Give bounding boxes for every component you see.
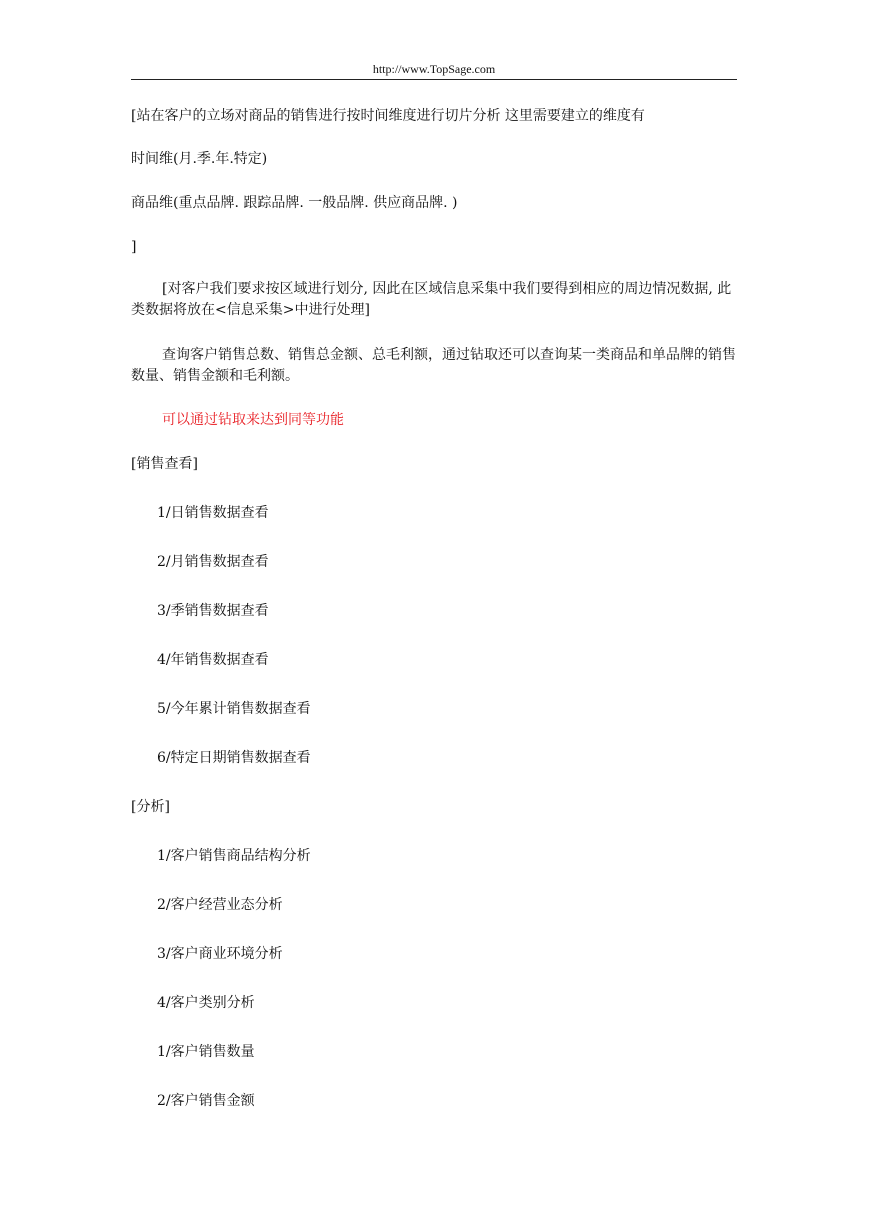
intro-line-close-bracket: ] (131, 239, 137, 255)
list-item: 1/日销售数据查看 (157, 505, 269, 521)
list-item: 1/客户销售数量 (157, 1044, 255, 1060)
intro-line-time-dimension: 时间维(月.季.年.特定) (131, 151, 268, 167)
intro-line-1: [站在客户的立场对商品的销售进行按时间维度进行切片分析 这里需要建立的维度有 (131, 108, 645, 124)
list-item: 5/今年累计销售数据查看 (157, 701, 311, 717)
list-item: 3/季销售数据查看 (157, 603, 269, 619)
analysis-section-title: [分析] (131, 799, 170, 815)
intro-line-product-dimension: 商品维(重点品牌. 跟踪品牌. 一般品牌. 供应商品牌. ) (131, 195, 458, 211)
list-item: 3/客户商业环境分析 (157, 946, 283, 962)
paragraph-query: 查询客户销售总数、销售总金额、总毛利额，通过钻取还可以查询某一类商品和单品牌的销售数量、销售金额和毛利额。 (131, 347, 736, 384)
sales-section-title: [销售查看] (131, 456, 198, 472)
header-rule (131, 79, 737, 80)
list-item: 2/月销售数据查看 (157, 554, 269, 570)
list-item: 1/客户销售商品结构分析 (157, 848, 311, 864)
list-item: 4/客户类别分析 (157, 995, 255, 1011)
list-item: 6/特定日期销售数据查看 (157, 750, 311, 766)
drilldown-note: 可以通过钻取来达到同等功能 (162, 412, 344, 428)
page-header-url: http://www.TopSage.com (372, 62, 496, 76)
paragraph-region: [对客户我们要求按区域进行划分, 因此在区域信息采集中我们要得到相应的周边情况数据, 此类数据将放在<信息采集>中进行处理] (131, 281, 732, 318)
list-item: 2/客户销售金额 (157, 1093, 255, 1109)
list-item: 4/年销售数据查看 (157, 652, 269, 668)
list-item: 2/客户经营业态分析 (157, 897, 283, 913)
